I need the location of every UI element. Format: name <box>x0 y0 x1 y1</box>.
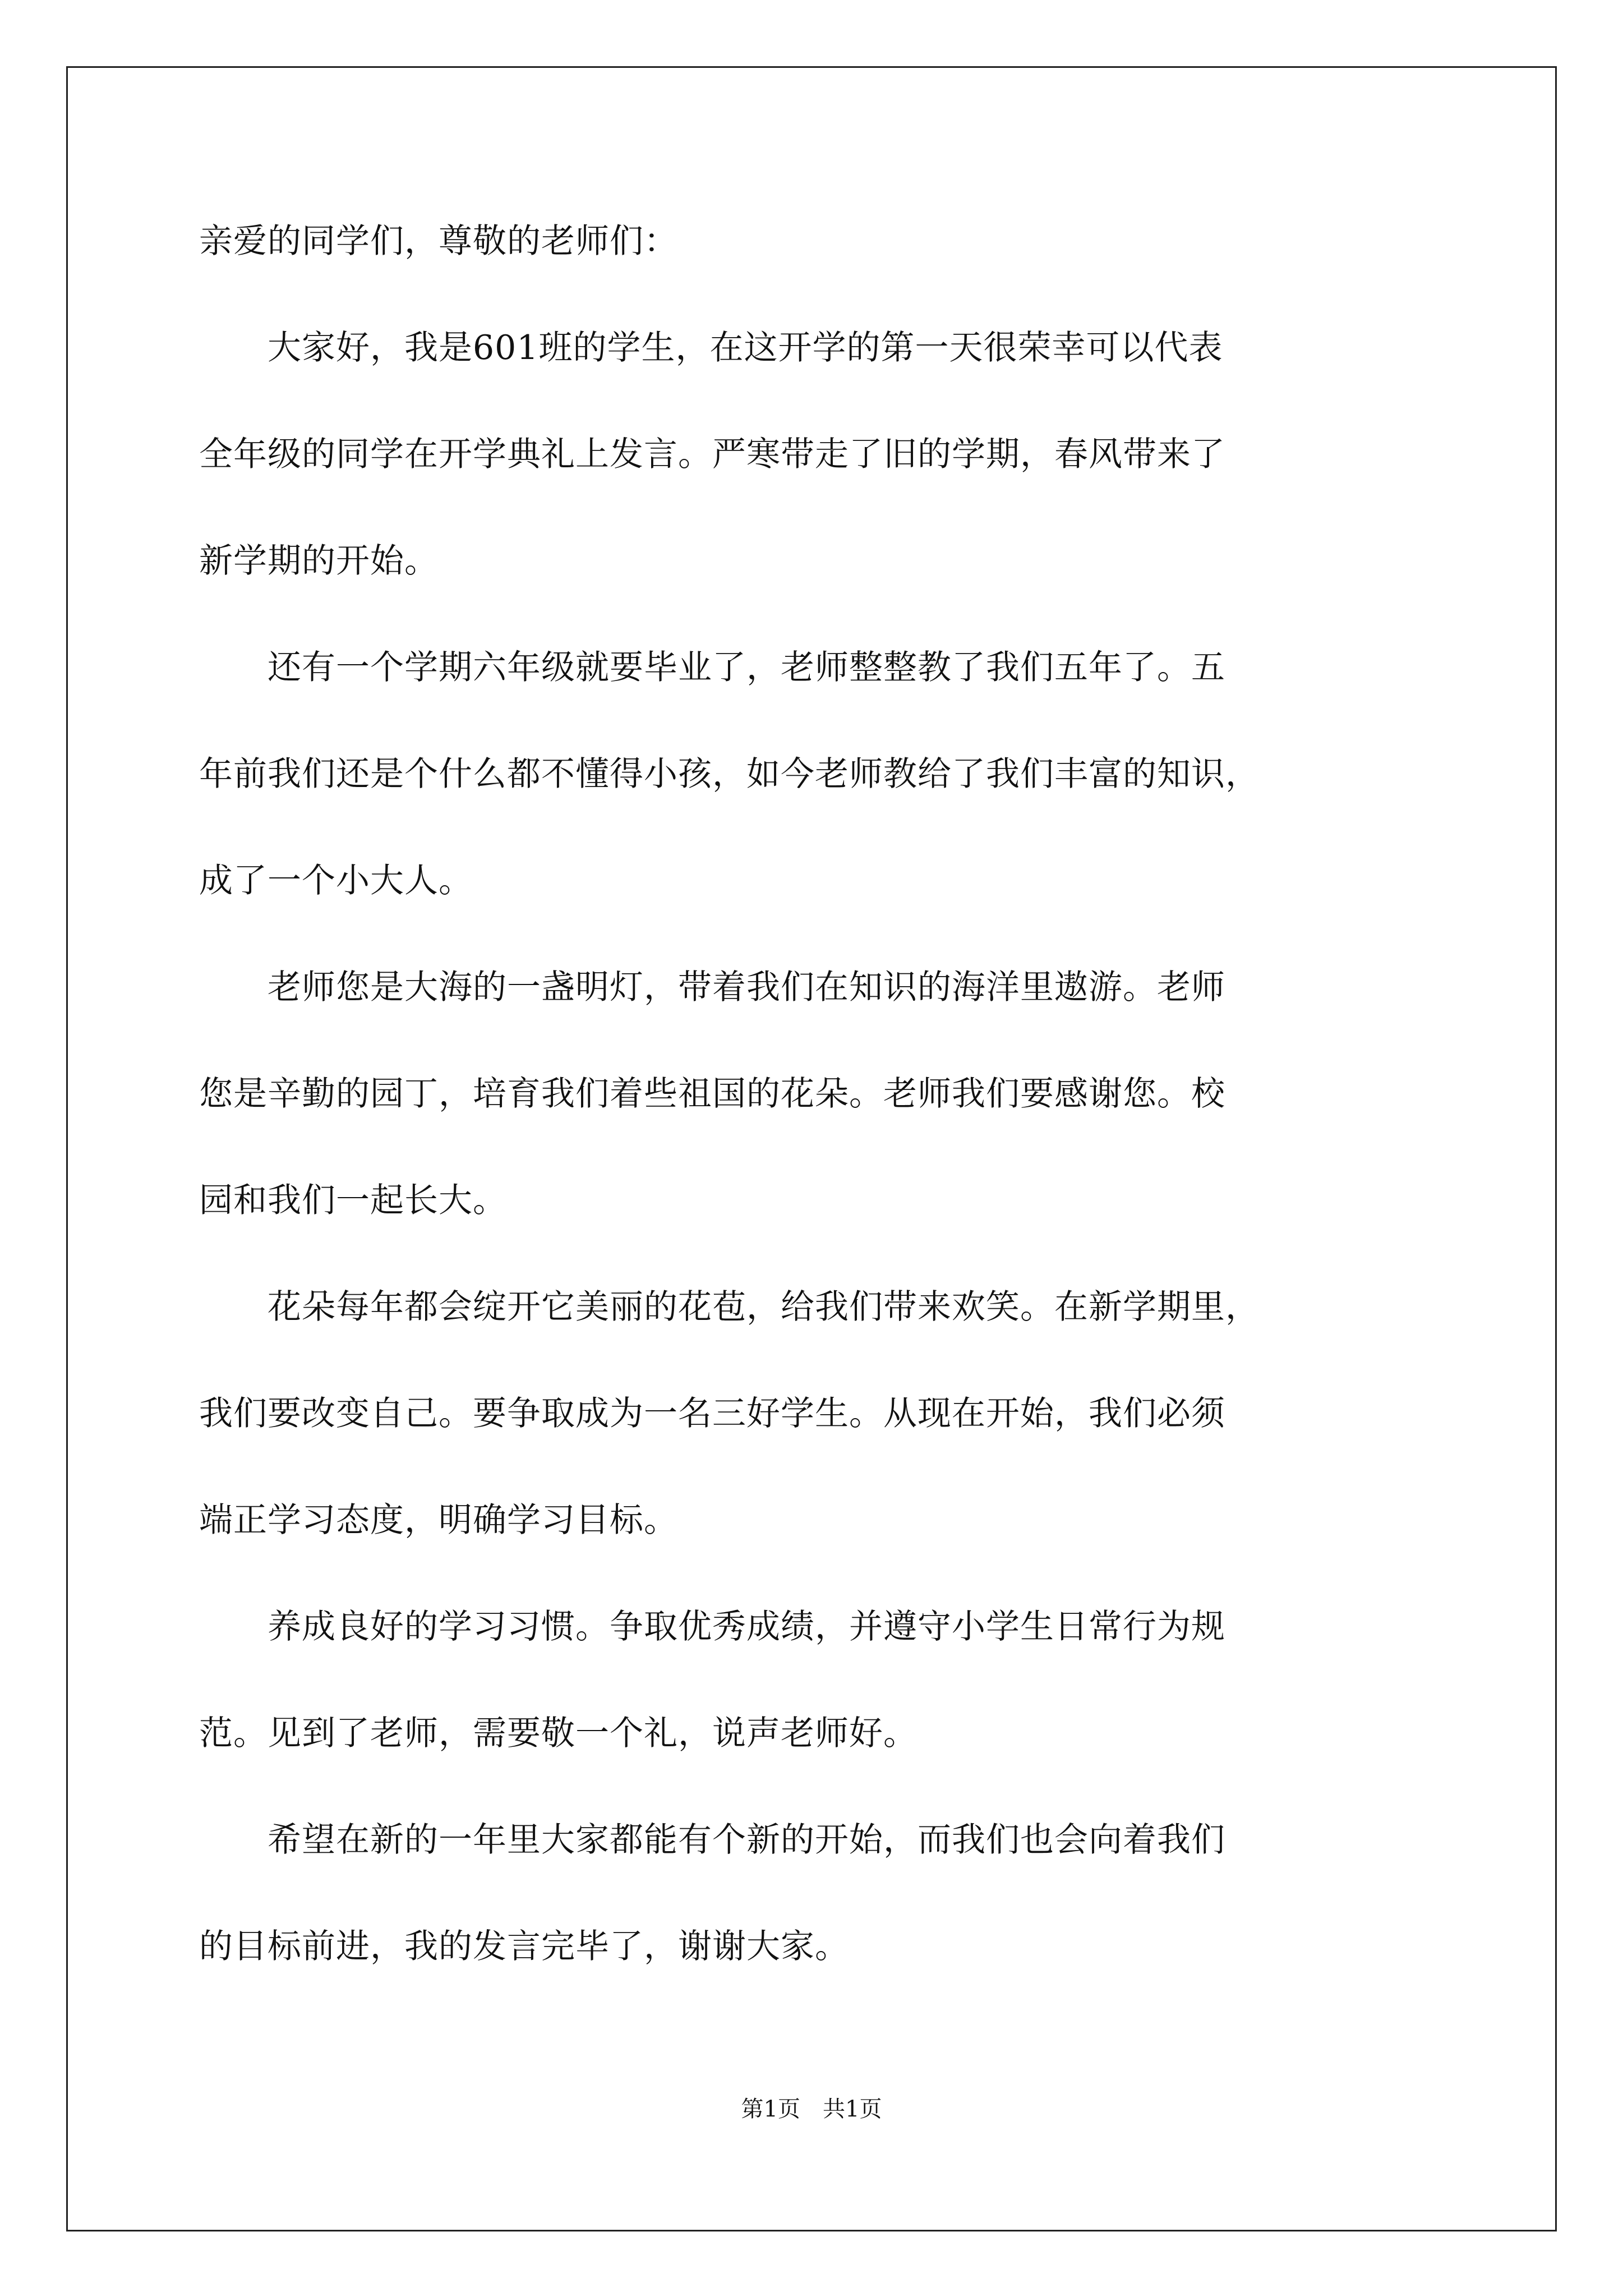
text-line: 希望在新的一年里大家都能有个新的开始，而我们也会向着我们 <box>199 1820 1225 1860</box>
text-line: 年前我们还是个什么都不懂得小孩，如今老师教给了我们丰富的知识， <box>199 754 1260 794</box>
text-line: 老师您是大海的一盏明灯，带着我们在知识的海洋里遨游。老师 <box>199 968 1225 1007</box>
text-line: 大家好，我是601班的学生，在这开学的第一天很荣幸可以代表 <box>199 328 1223 367</box>
text-line: 花朵每年都会绽开它美丽的花苞，给我们带来欢笑。在新学期里， <box>199 1287 1260 1327</box>
text-line: 园和我们一起长大。 <box>199 1181 507 1220</box>
text-line: 全年级的同学在开学典礼上发言。严寒带走了旧的学期，春风带来了 <box>199 435 1225 474</box>
text-line: 端正学习态度，明确学习目标。 <box>199 1501 678 1540</box>
text-line: 养成良好的学习习惯。争取优秀成绩，并遵守小学生日常行为规 <box>199 1607 1225 1646</box>
page-footer: 第1页 共1页 <box>741 2096 882 2122</box>
text-line: 我们要改变自己。要争取成为一名三好学生。从现在开始，我们必须 <box>199 1394 1225 1433</box>
text-line: 您是辛勤的园丁，培育我们着些祖国的花朵。老师我们要感谢您。校 <box>199 1074 1225 1114</box>
text-line: 的目标前进，我的发言完毕了，谢谢大家。 <box>199 1927 849 1966</box>
text-line: 还有一个学期六年级就要毕业了，老师整整教了我们五年了。五 <box>199 648 1225 687</box>
text-line: 范。见到了老师，需要敬一个礼，说声老师好。 <box>199 1714 917 1753</box>
page-border <box>66 66 1557 2231</box>
text-line: 新学期的开始。 <box>199 541 439 581</box>
text-line: 亲爱的同学们，尊敬的老师们： <box>199 222 678 261</box>
text-line: 成了一个小大人。 <box>199 861 473 900</box>
